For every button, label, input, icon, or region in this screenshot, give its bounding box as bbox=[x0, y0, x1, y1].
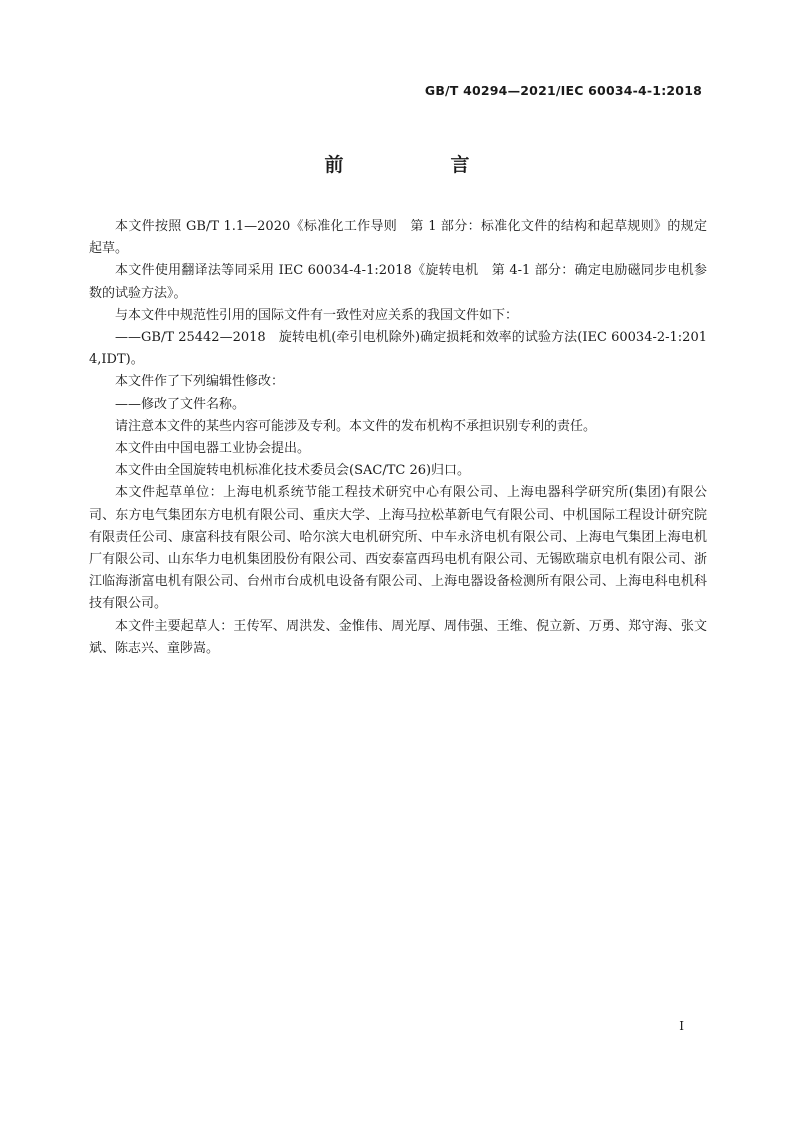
paragraph-drafters: 本文件主要起草人：王传军、周洪发、金惟伟、周光厚、周伟强、王维、倪立新、万勇、郑守海、张文斌、陈志兴、童陟嵩。 bbox=[89, 618, 707, 656]
paragraph-patent-notice: 请注意本文件的某些内容可能涉及专利。本文件的发布机构不承担识别专利的责任。 bbox=[115, 418, 597, 434]
paragraph-drafting-units: 本文件起草单位：上海电机系统节能工程技术研究中心有限公司、上海电器科学研究所(集团)有限公司、东方电气集团东方电机有限公司、重庆大学、上海马拉松革新电气有限公司、中机国际工程设计研究院有限责任公司、康富科技有限公司、哈尔滨大电机研究所、中车永济电机有限公司、上海电气集团上海电机厂有限公司、山东华力电机集团股份有限公司、西安泰富西玛电机有限公司、无锡欧瑞京电机有限公司、浙江临海浙富电机有限公司、台州市台成机电设备有限公司、上海电器设备检测所有限公司、上海电科电机科技有限公司。 bbox=[89, 485, 707, 612]
paragraph-technical-committee: 本文件由全国旋转电机标准化技术委员会(SAC/TC 26)归口。 bbox=[115, 463, 471, 479]
paragraph-normative-ref-item: ——GB/T 25442—2018 旋转电机(牵引电机除外)确定损耗和效率的试验方法(IEC 60034-2-1:2014,IDT)。 bbox=[89, 330, 707, 368]
paragraph-editorial-changes-intro: 本文件作了下列编辑性修改： bbox=[115, 374, 285, 390]
paragraph-normative-refs-intro: 与本文件中规范性引用的国际文件有一致性对应关系的我国文件如下： bbox=[115, 307, 519, 323]
page-number: Ⅰ bbox=[679, 1019, 684, 1033]
paragraph-drafting-rules: 本文件按照 GB/T 1.1—2020《标准化工作导则 第 1 部分：标准化文件的结构和起草规则》的规定起草。 bbox=[89, 219, 707, 257]
paragraph-proposer: 本文件由中国电器工业协会提出。 bbox=[115, 441, 311, 457]
standard-number: GB/T 40294—2021/IEC 60034-4-1:2018 bbox=[424, 83, 702, 98]
document-body bbox=[89, 216, 707, 660]
paragraph-editorial-change-item: ——修改了文件名称。 bbox=[115, 396, 246, 412]
paragraph-adoption: 本文件使用翻译法等同采用 IEC 60034-4-1:2018《旋转电机 第 4-1 部分：确定电励磁同步电机参数的试验方法》。 bbox=[89, 263, 707, 301]
page-title: 前 言 bbox=[324, 154, 514, 176]
